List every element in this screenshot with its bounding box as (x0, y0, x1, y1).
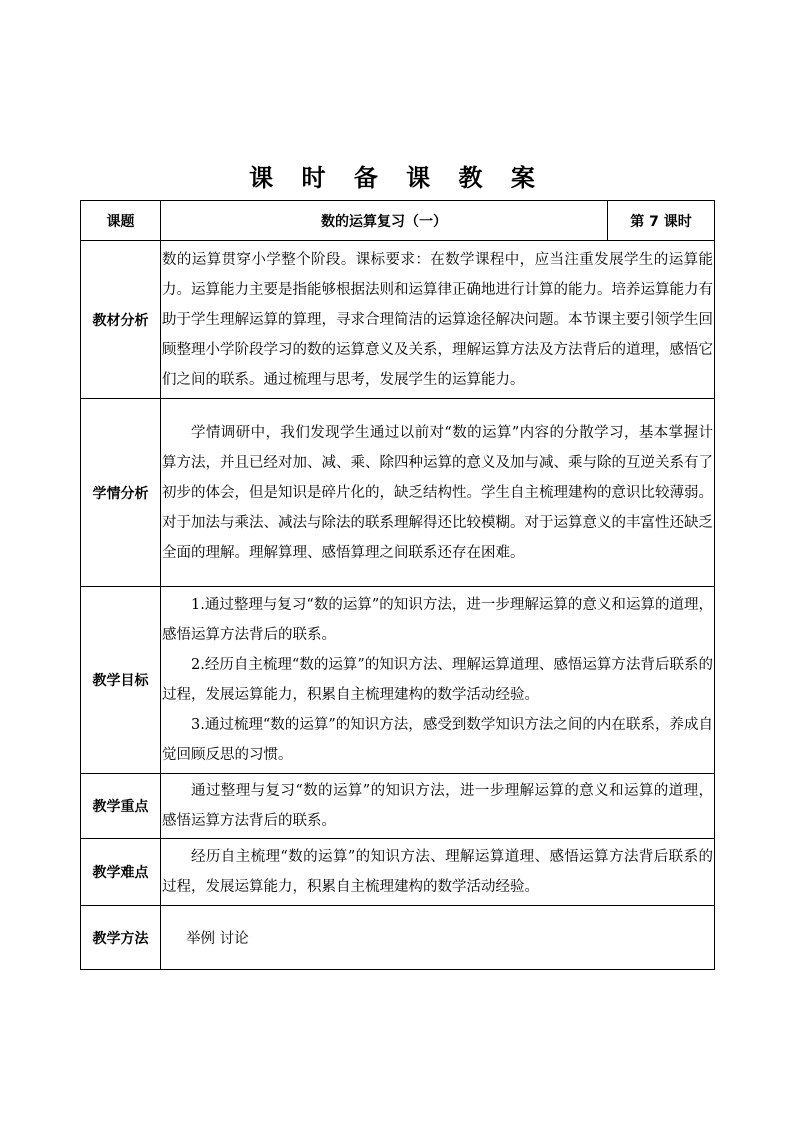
methods-row (81, 906, 715, 970)
teaching-goals-list (161, 587, 715, 774)
goal-item-2: 2.经历自主梳理“数的运算”的知识方法、理解运算道理、感悟运算方法背后联系的过程，发展运算能力，积累自主梳理建构的数学活动经验。 (162, 657, 713, 703)
header-row (81, 201, 715, 241)
student-analysis-text: 学情调研中，我们发现学生通过以前对“数的运算”内容的分散学习，基本掌握计算方法，并且已经对加、减、乘、除四种运算的意义及加与减、乘与除的互逆关系有了初步的体会，但是知识是碎片化的，缺乏结构性。学生自主梳理建构的意识比较薄弱。对于加法与乘法、减法与除法的联系理解得还比较模糊。对于运算意义的丰富性还缺乏全面的理解。理解算理、感悟算理之间联系还存在困难。 (161, 399, 715, 587)
key-points-text: 通过整理与复习“数的运算”的知识方法，进一步理解运算的意义和运算的道理，感悟运算方法背后的联系。 (161, 774, 715, 839)
lesson-number: 第 7 课时 (608, 201, 715, 241)
goal-item-1: 1.通过整理与复习“数的运算”的知识方法，进一步理解运算的意义和运算的道理，感悟运算方法背后的联系。 (162, 597, 713, 643)
teaching-goals-label: 教学目标 (81, 587, 161, 774)
difficulties-row (81, 839, 715, 906)
student-analysis-row (81, 399, 715, 587)
page-title: 课 时 备 课 教 案 (249, 163, 545, 192)
material-analysis-row (81, 241, 715, 399)
teaching-goals-row (81, 587, 715, 774)
student-analysis-label: 学情分析 (81, 399, 161, 587)
material-analysis-text: 数的运算贯穿小学整个阶段。课标要求：在数学课程中，应当注重发展学生的运算能力。运算能力主要是指能够根据法则和运算律正确地进行计算的能力。培养运算能力有助于学生理解运算的算理，寻求合理简洁的运算途径解决问题。本节课主要引领学生回顾整理小学阶段学习的数的运算意义及关系，理解运算方法及方法背后的道理，感悟它们之间的联系。通过梳理与思考，发展学生的运算能力。 (161, 241, 715, 399)
methods-label: 教学方法 (81, 906, 161, 970)
goal-item-3: 3.通过梳理“数的运算”的知识方法，感受到数学知识方法之间的内在联系，养成自觉回顾反思的习惯。 (162, 717, 713, 763)
lesson-plan-table (80, 200, 715, 970)
topic-value: 数的运算复习（一） (161, 201, 608, 241)
difficulties-text: 经历自主梳理“数的运算”的知识方法、理解运算道理、感悟运算方法背后联系的过程，发展运算能力，积累自主梳理建构的数学活动经验。 (161, 839, 715, 906)
difficulties-label: 教学难点 (81, 839, 161, 906)
topic-label: 课题 (81, 201, 161, 241)
key-points-row (81, 774, 715, 839)
key-points-label: 教学重点 (81, 774, 161, 839)
methods-text: 举例 讨论 (161, 906, 715, 970)
material-analysis-label: 教材分析 (81, 241, 161, 399)
